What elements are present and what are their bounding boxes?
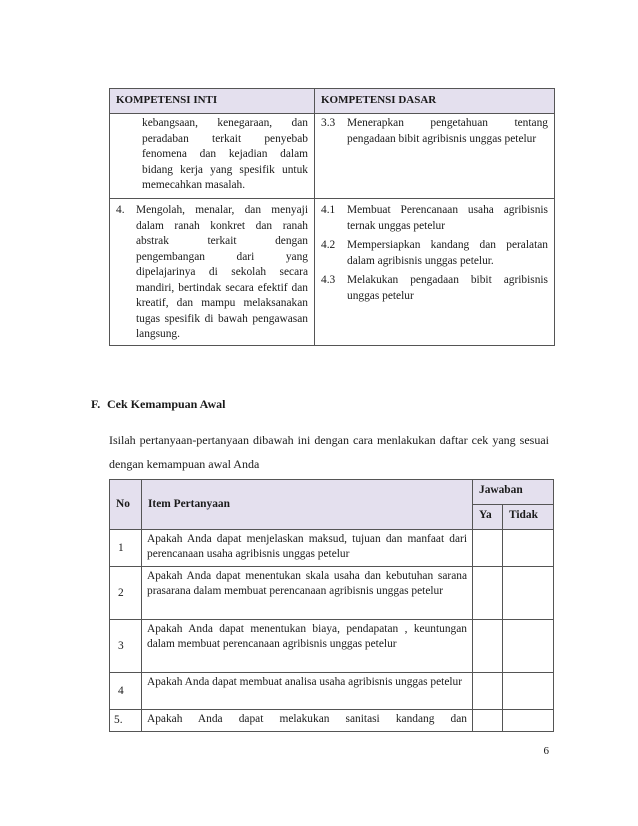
section-title: Cek Kemampuan Awal bbox=[107, 397, 226, 411]
question-text: Apakah Anda dapat menentukan skala usaha dan kebutuhan sarana prasarana dalam membuat perencanaan agribisnis unggas petelur bbox=[142, 567, 473, 620]
ya-checkbox-cell[interactable] bbox=[473, 530, 503, 567]
row-number: 2 bbox=[110, 567, 142, 620]
ki-number: 4. bbox=[116, 204, 125, 216]
tidak-checkbox-cell[interactable] bbox=[503, 710, 554, 732]
question-text: Apakah Anda dapat membuat analisa usaha agribisnis unggas petelur bbox=[142, 673, 473, 710]
ki-cell bbox=[110, 114, 315, 199]
kd-item bbox=[321, 203, 548, 234]
kd-item bbox=[321, 273, 548, 304]
table-row bbox=[110, 710, 554, 732]
tidak-checkbox-cell[interactable] bbox=[503, 673, 554, 710]
header-item: Item Pertanyaan bbox=[142, 480, 473, 530]
header-jawaban: Jawaban bbox=[473, 480, 554, 505]
ki-cell bbox=[110, 199, 315, 346]
header-tidak: Tidak bbox=[503, 505, 554, 530]
intro-paragraph: Isilah pertanyaan-pertanyaan dibawah ini dengan cara menlakukan daftar cek yang sesuai dengan kemampuan awal Anda bbox=[109, 433, 549, 471]
kd-text: Melakukan pengadaan bibit agribisnis unggas petelur bbox=[347, 274, 548, 302]
kd-text: Menerapkan pengetahuan tentang pengadaan bibit agribisnis unggas petelur bbox=[347, 117, 548, 145]
question-text: Apakah Anda dapat menentukan biaya, pendapatan , keuntungan dalam membuat perencanaan agribisnis unggas petelur bbox=[142, 620, 473, 673]
row-number: 3 bbox=[110, 620, 142, 673]
question-text: Apakah Anda dapat menjelaskan maksud, tujuan dan manfaat dari perencanaan usaha agribisnis unggas petelur bbox=[142, 530, 473, 567]
kd-number: 3.3 bbox=[321, 117, 336, 129]
section-letter: F. bbox=[91, 397, 101, 411]
question-text: Apakah Anda dapat melakukan sanitasi kandang dan bbox=[142, 710, 473, 732]
table-row bbox=[110, 567, 554, 620]
tidak-checkbox-cell[interactable] bbox=[503, 530, 554, 567]
page-number: 6 bbox=[543, 745, 549, 757]
kd-number: 4.2 bbox=[321, 239, 336, 251]
row-number: 5. bbox=[110, 710, 142, 732]
kd-item bbox=[321, 116, 548, 147]
row-number: 1 bbox=[110, 530, 142, 567]
kd-number: 4.1 bbox=[321, 204, 336, 216]
table-row bbox=[110, 530, 554, 567]
ki-item bbox=[116, 116, 308, 194]
tidak-checkbox-cell[interactable] bbox=[503, 567, 554, 620]
ya-checkbox-cell[interactable] bbox=[473, 710, 503, 732]
table-row bbox=[110, 620, 554, 673]
kd-item bbox=[321, 238, 548, 269]
header-no: No bbox=[110, 480, 142, 530]
question-table bbox=[109, 479, 554, 732]
ya-checkbox-cell[interactable] bbox=[473, 620, 503, 673]
header-kompetensi-dasar: KOMPETENSI DASAR bbox=[315, 89, 555, 114]
kd-text: Mempersiapkan kandang dan peralatan dalam agribisnis unggas petelur. bbox=[347, 239, 548, 267]
ya-checkbox-cell[interactable] bbox=[473, 567, 503, 620]
kd-text: Membuat Perencanaan usaha agribisnis ternak unggas petelur bbox=[347, 204, 548, 232]
section-heading bbox=[91, 397, 225, 412]
table-row bbox=[110, 199, 555, 346]
header-ya: Ya bbox=[473, 505, 503, 530]
kompetensi-table bbox=[109, 88, 555, 346]
row-number: 4 bbox=[110, 673, 142, 710]
tidak-checkbox-cell[interactable] bbox=[503, 620, 554, 673]
ya-checkbox-cell[interactable] bbox=[473, 673, 503, 710]
ki-item bbox=[116, 203, 308, 343]
ki-text: kebangsaan, kenegaraan, dan peradaban terkait penyebab fenomena dan kejadian dalam bidang kerja yang spesifik untuk memecahkan masalah. bbox=[142, 117, 308, 191]
ki-number bbox=[116, 116, 142, 194]
kd-cell bbox=[315, 114, 555, 199]
header-kompetensi-inti: KOMPETENSI INTI bbox=[110, 89, 315, 114]
kd-number: 4.3 bbox=[321, 274, 336, 286]
table-row bbox=[110, 114, 555, 199]
ki-text: Mengolah, menalar, dan menyaji dalam ranah konkret dan ranah abstrak terkait dengan pengembangan dari yang dipelajarinya di sekolah secara mandiri, bertindak secara efektif dan kreatif, dan mampu melaksanakan tugas spesifik di bawah pengawasan langsung. bbox=[136, 204, 308, 340]
kd-cell bbox=[315, 199, 555, 346]
table-row bbox=[110, 673, 554, 710]
